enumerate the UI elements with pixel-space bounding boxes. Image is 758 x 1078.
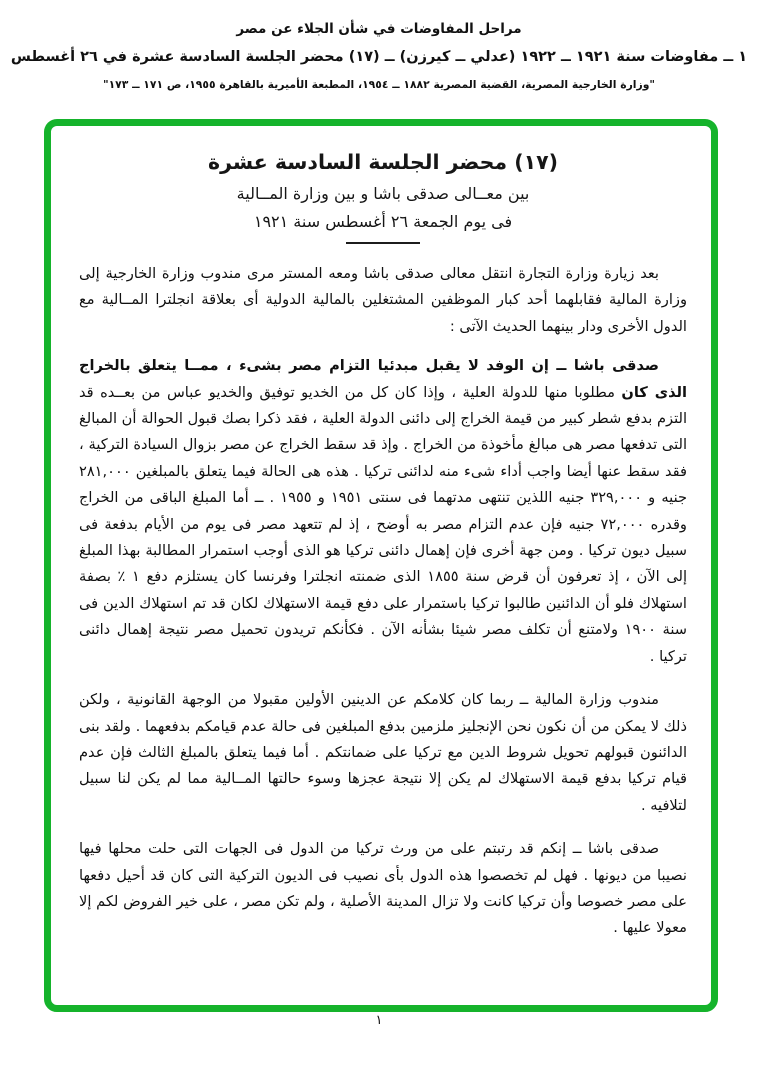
paragraph-sidky-pasha-1: [79, 353, 687, 670]
paragraph-sidky-pasha-2: [79, 836, 687, 942]
paragraph-finance-delegate-text: مندوب وزارة المالية ــ ربما كان كلامكم عن الدينين الأولين مقبولا من الوجهة القانونية ، ولكن ذلك لا يمكن من أن نكون نحن الإنجليز ملزمين بدفع المبلغين فى حالة عدم قيامكم بدفعهما . ولقد بنى الدائنون قبولهم تحويل شروط الدين مع تركيا على ضمانتكم . أما فيما يتعلق بالمبلغ الثالث فإن عدم قيام تركيا بدفع قيمة الاستهلاك لم يكن إلا نتيجة عجزها وسوء حالتها المــالية مما لم يكن لنا سبيل لتلافيه .: [79, 691, 687, 814]
page-number: ١: [375, 1013, 383, 1028]
paragraph-finance-delegate: [79, 687, 687, 819]
paragraph-introduction-text: بعد زيارة وزارة التجارة انتقل معالى صدقى باشا ومعه المستر مرى مندوب وزارة الخارجية إلى وزارة المالية فقابلهما أحد كبار الموظفين المشتغلين بالمالية الدولية أى بعلاقة انجلترا المــالية مع الدول الأخرى ودار بينهما الحديث الآتى :: [79, 265, 687, 335]
session-parties: بين معــالى صدقى باشا و بين وزارة المــالية: [236, 184, 530, 203]
paragraph-introduction: [79, 261, 687, 340]
session-title: (١٧) محضر الجلسة السادسة عشرة: [207, 150, 558, 174]
paragraph-sidky-pasha-1-text: مطلوبا منها للدولة العلية ، وإذا كان كل من الخديو توفيق والخديو عباس من بعــده قد التزم بدفع شطر كبير من قيمة الخراج إلى دائنى الدولة العلية ، فقد ذكرا بصك قبول الحوالة أن المبالغ التى تدفعها مصر هى مبالغ مأخوذة من الخراج . وإذ قد سقط الخراج عن مصر بزوال السيادة التركية ، فقد سقط عنها أيضا واجب أداء شىء منه لدائنى تركيا . هذه هى الحالة فيما يتعلق بالمبلغين ٢٨١,٠٠٠ جنيه و ٣٢٩,٠٠٠ جنيه اللذين تنتهى مدتهما فى سنتى ١٩٥١ و ١٩٥٥ . ــ أما المبلغ الباقى من الخراج وقدره ٧٢,٠٠٠ جنيه فإن عدم التزام مصر به أوضح ، إذ لم تتعهد مصر فى يوم من الأيام بدفعة فى سبيل ديون تركيا . ومن جهة أخرى فإن إهمال دائنى تركيا هو الذى أوجب استمرار المطالبة بهذا المبلغ إلى الآن ، إذ تعرفون أن قرض سنة ١٨٥٥ الذى ضمنته انجلترا وفرنسا كان يستلزم دفع ١ ٪ بصفة استهلاك فلو أن الدائنين طالبوا تركيا باستمرار على دفع قيمة الاستهلاك لكان قد تم استهلاك الدين فى سنة ١٩٠٠ ولامتنع أن تكلف مصر شيئا بشأنه الآن . فكأنكم تريدون تحميل مصر نتيجة إهمال دائنى تركيا .: [79, 383, 688, 665]
paragraph-sidky-pasha-1-lead: صدقى باشا ــ إن الوفد لا يقبل مبدئيا التزام مصر بشىء ، ممــا يتعلق بالخراج الذى كان: [79, 357, 687, 401]
header-subtitle: ١ ــ مفاوضات سنة ١٩٢١ ــ ١٩٢٢ (عدلي ــ كيرزن) ــ (١٧) محضر الجلسة السادسة عشرة في ٢٦ أغسطس: [10, 49, 748, 65]
header-citation: "وزارة الخارجية المصرية، القضية المصرية ١٨٨٢ ــ ١٩٥٤، المطبعة الأميرية بالقاهرة ١٩٥٥، ص ١٧١ ــ ١٧٣": [102, 78, 656, 91]
session-date: فى يوم الجمعة ٢٦ أغسطس سنة ١٩٢١: [253, 212, 513, 231]
document-header: [0, 21, 758, 91]
header-title: مراحل المفاوضات في شأن الجلاء عن مصر: [236, 21, 522, 37]
paragraph-sidky-pasha-2-text: صدقى باشا ــ إنكم قد رتبتم على من ورث تركيا من الدول فى الجهات التى حلت محلها فيها نصيبا من ديونها . فهل لم تخصصوا هذه الدول بأى نصيب فى الديون التركية التى كان قد أحيل دفعها على مصر خصوصا وأن تركيا كانت ولا تزال المدينة الأصلية ، ولم تكن مصر ، على خير الفروض لكم إلا معولا عليها .: [79, 840, 687, 937]
title-divider: [346, 242, 420, 244]
green-highlight-frame: [44, 119, 718, 1012]
